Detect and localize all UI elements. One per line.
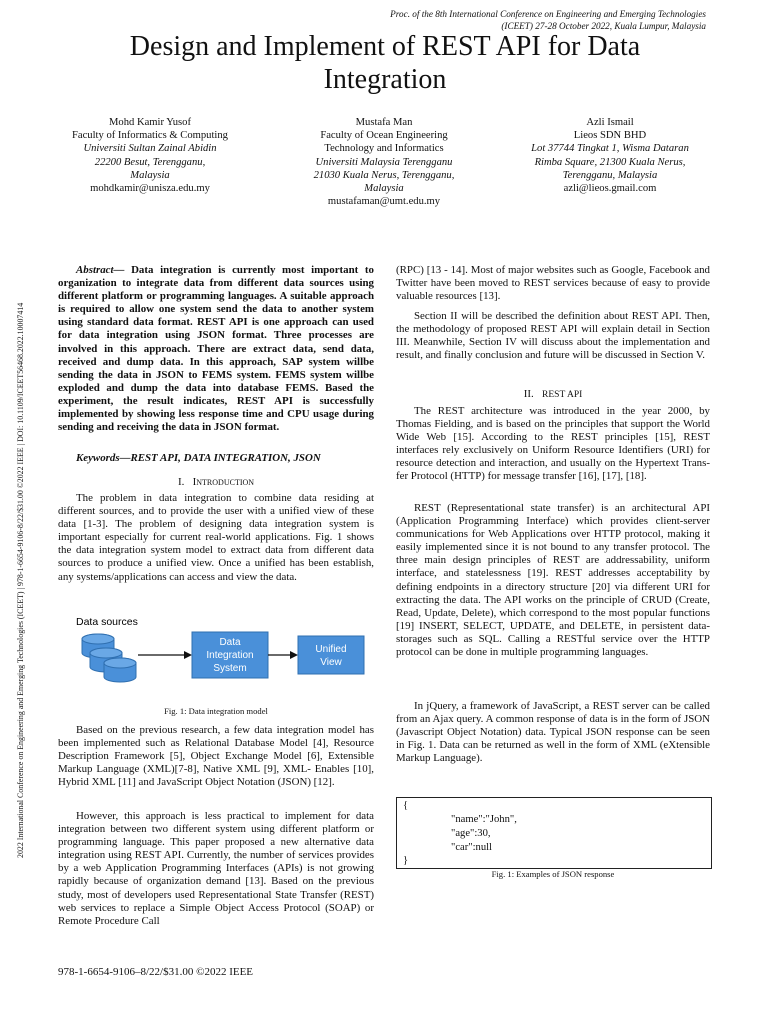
paper-title [40,30,730,96]
author-block-2 [284,116,484,208]
author-university: Universiti Malaysia Terengganu [315,156,453,168]
database-icon [104,658,136,682]
arrow-head-icon [290,651,298,659]
title-line-1: Design and Implement of REST API for Data [129,31,641,62]
section-title: Introduction [192,476,255,488]
abstract-lead: Abstract— [76,264,125,276]
proceedings-line-1: Proc. of the 8th International Conference on Engineering and Emerging Technologies [390,9,706,19]
json-line-car: "car":null [451,842,493,853]
author-address-1: Lot 37744 Tingkat 1, Wisma Dataran [531,143,689,155]
intro-paragraph-2 [58,724,374,789]
author-email: azli@lieos.gmail.com [563,183,657,195]
figure-data-integration [76,614,366,704]
author-email: mustafaman@umt.edu.my [327,196,441,208]
abstract-text: Data integration is currently most important to organization to integrate data from different data sources using different platform or programming languages. A suitable approach is required to allow one system send the data to another system using standard data format. REST API is one approach can used for data integration using JSON format. Three processes are involved in this approach. There are extract data, send data, received and dump data. In this approach, SAP system willbe sending the data in JSON to FEMS system. FEMS system willbe exploded and dump the data into database FEMS. Based the experiment, the result indicates, REST API is successfully implemented by showing less response time and CPU usage during sending and receiving the data in JSON format. [58,264,374,434]
author-affiliation: Faculty of Informatics & Computing [72,130,228,142]
json-close-brace: } [403,855,409,866]
intro-text-1: The problem in data integration to combine data residing at different sources, and to provide the user with a unified view of these data [1-3]. The problem of designing data integration system is important especially for current real-world applications. Fig. 1 shows the data integration system model to extract data from different data sources to produce a unified view. Once a unified has been establish, any systems/applications can access and view the data. [58,492,374,583]
copyright-footer: 978-1-6654-9106–8/22/$31.00 ©2022 IEEE [58,966,254,978]
author-block-1 [50,116,250,195]
author-address: 22200 Besut, Terengganu, [94,156,206,168]
section-title: REST API [542,390,583,400]
author-name: Mustafa Man [355,117,413,128]
author-block-3 [510,116,710,195]
rest-text-2: REST (Representational state transfer) is an architectural API (Application Programming Interface) which provides client-server communications for Web Applications over HTTP protocol, making it easily implemented since it is not bound to any transfer protocol. The three main design principles of REST are addressability, uniform interface, and statelessness [19]. REST addresses acceptability by defining endpoints in a directory structure [20] via different URI for extracting the data. The API works on the principle of CRUD (Create, Read, Update, Delete), which correspond to the most popular functions [19] INSERT, SELECT, UPDATE, and DELETE, in persistent data-storages such as SQL. Calling a RESTful service over the HTTP protocol can be done in multiple programming languages. [396,502,710,659]
json-line-age: "age":30, [451,828,491,839]
author-address-3: Terengganu, Malaysia [562,169,658,181]
author-name: Azli Ismail [586,117,634,128]
box-label-3: System [213,663,247,674]
author-name: Mohd Kamir Yusof [109,117,191,128]
json-open-brace: { [403,800,409,811]
author-university: Universiti Sultan Zainal Abidin [83,143,217,155]
side-citation: 2022 International Conference on Engineering and Emerging Technologies (ICEET) | 978-1-6654-9106-8/22/$31.00 ©2022 IEEE | DOI: 10.1109/ICEET56468.2022.10007414 [16,302,25,858]
right-text-0: (RPC) [13 - 14]. Most of major websites such as Google, Facebook and Twitter have been moved to REST services because of easy to provide valuable resources [13]. [396,264,710,303]
rest-text-3: In jQuery, a framework of JavaScript, a REST server can be called from an Ajax query. A common response of data is in the form of JSON (Javascript Object Notation) data. Typical JSON response can be seen in Fig. 1. Data can be returned as well in the form of XML (eXtensible Markup Language). [396,700,710,765]
section-heading-introduction [58,476,374,488]
right-paragraph-1 [396,310,710,362]
intro-paragraph-1 [58,492,374,584]
json-example-box [396,797,712,869]
box-label-1: Data [219,637,241,648]
right-paragraph-0 [396,264,710,303]
author-country: Malaysia [364,183,404,195]
json-caption: Fig. 1: Examples of JSON response [491,869,615,879]
author-address-2: Rimba Square, 21300 Kuala Nerus, [534,156,686,168]
box-label-2: Integration [206,650,254,661]
section-number: I. [177,476,185,488]
unified-view-box [298,636,364,674]
proceedings-line-2: (ICEET) 27-28 October 2022, Kuala Lumpur, Malaysia [501,21,706,31]
figure-1-caption: Fig. 1: Data integration model [164,706,268,716]
author-address: 21030 Kuala Nerus, Terengganu, [313,169,455,181]
section-number: II. [523,388,534,400]
figure-label: Data sources [76,616,138,628]
author-affiliation: Faculty of Ocean Engineering [320,130,448,142]
intro-text-2: Based on the previous research, a few data integration model has been implemented such as Relational Database Model [4], Resource Description Framework [5], Object Exchange Model [6], Extensible Markup Language (XML)[7-8], Native XML [9], XML- Enables [10], Hybrid XML [11] and JavaScript Object Notation (JSON) [12]. [58,724,374,789]
right-text-1: Section II will be described the definition about REST API. Then, the methodology of proposed REST API will explain detail in Section III. Meanwhile, Section IV will discuss about the implementation and result, and finally conclusion and future will be discussed in Section V. [396,310,710,362]
rest-paragraph-1 [396,405,710,484]
intro-paragraph-3 [58,810,374,928]
figure-diagram [76,614,366,704]
arrow-head-icon [184,651,192,659]
unified-label-1: Unified [315,644,347,655]
keywords-text: Keywords—REST API, DATA INTEGRATION, JSON [76,452,321,464]
title-line-2: Integration [323,64,447,95]
keywords [58,452,374,465]
author-affiliation: Lieos SDN BHD [573,130,647,142]
author-country: Malaysia [130,169,170,181]
proceedings-header [286,8,706,32]
author-email: mohdkamir@unisza.edu.my [90,183,210,195]
author-affiliation-2: Technology and Informatics [324,143,444,155]
section-heading-rest-api [396,388,710,400]
rest-paragraph-3 [396,700,710,765]
json-line-name: "name":"John", [451,814,517,825]
unified-label-2: View [320,657,342,668]
intro-text-3: However, this approach is less practical to implement for data integration between two different system using different platform or programming language. This paper proposed a new alternative data integration using REST API. Currently, the number of services provides by a web Application Programming Interfaces (APIs) is not growing rapidly because of organization demand [13]. Based on the previous study, most of developers used Representational State Transfer (REST) web services to replace a Simple Object Access Protocol (SOAP) or Remote Procedure Call [58,810,374,927]
rest-paragraph-2 [396,502,710,659]
abstract [58,264,374,434]
rest-text-1: The REST architecture was introduced in the year 2000, by Thomas Fielding, and is based on the principles that support the World Wide Web [15]. According to the REST principles [15], REST interfaces rely exclusively on Uniform Resource Identifiers (URI) for resource detection and interaction, and usually on the Hypertext Trans- fer Protocol (HTTP) for message transfer [16], [17], [18]. [396,405,710,483]
